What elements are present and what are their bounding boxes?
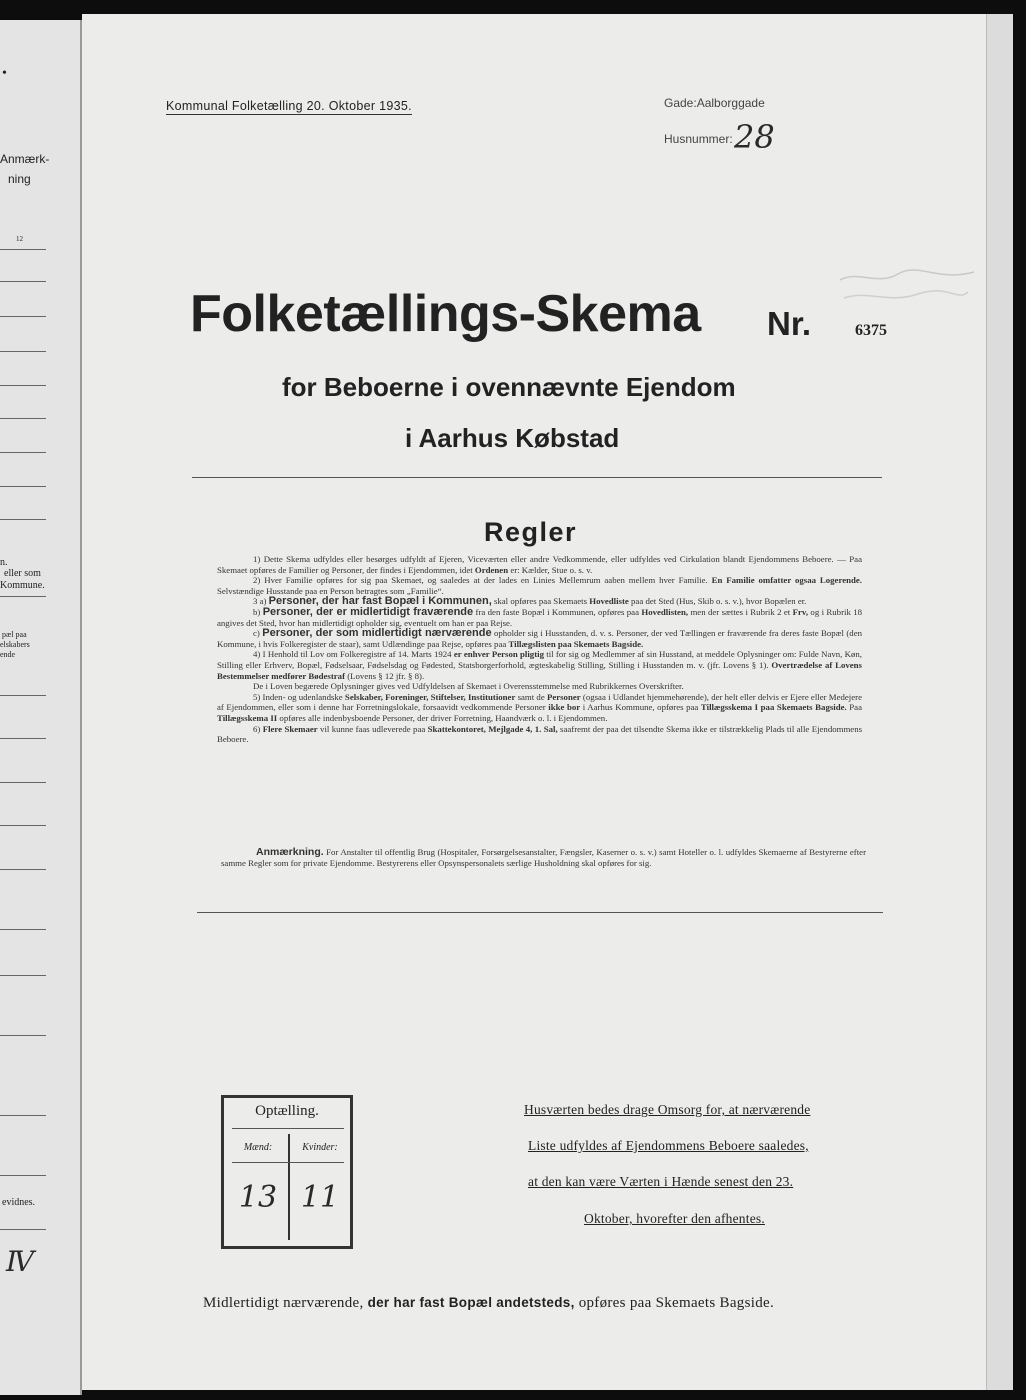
ruled-line [0, 738, 46, 739]
text-fragment: evidnes. [2, 1197, 36, 1208]
rules-heading: Regler [484, 517, 578, 547]
ruled-line [0, 351, 46, 352]
remark-paragraph [221, 847, 866, 868]
men-count: 13 [238, 1180, 278, 1215]
page-edge [986, 14, 1013, 1390]
rule-3a: 3 a) Personer, der har fast Bopæl i Kommunen, skal opføres paa Skemaets Hovedliste paa det Sted (Hus, Skib o. s. v.), hvor Bopælen er. [253, 595, 807, 608]
column-heading-fragment: Anmærk- [0, 152, 50, 166]
ruled-line [0, 316, 46, 317]
street-value: Aalborggade [696, 96, 765, 110]
ruled-line [0, 929, 46, 930]
count-title: Optælling. [255, 1103, 319, 1119]
ruled-line [0, 519, 46, 520]
rule-2: 2) Hver Familie opføres for sig paa Skemaet, og saaledes at der lades en Linies Mellemrum aaben mellem hver Familie. En Familie omfatter ogsaa Logerende. Selvstændige Husstande paa en Person betragtes som „Familie“. [217, 575, 862, 596]
women-label: Kvinder: [302, 1142, 338, 1153]
rule-1: 1) Dette Skema udfyldes eller besørges udfyldt af Ejeren, Viceværten eller andre Vedkommende, eller udfyldes ved Cirkulation blandt Ejendommens Beboere. — Paa Skemaet opføres de Familier og Personer, der findes i Ejendommen, idet Ordenen er: Kælder, Stue o. s. v. [217, 554, 862, 575]
street-field [664, 96, 765, 110]
form-subtitle: for Beboerne i ovennævnte Ejendom [282, 372, 736, 402]
remark-label: Anmærkning. [256, 846, 324, 858]
divider-bottom [197, 912, 883, 913]
ruled-line [0, 975, 46, 976]
text-fragment: eller som [4, 568, 41, 579]
previous-page-edge [0, 20, 82, 1395]
column-number: 12 [16, 235, 23, 243]
ruled-line [0, 385, 46, 386]
rule-4: 4) I Henhold til Lov om Folkeregistre af 14. Marts 1924 er enhver Person pligtig til for sig og Medlemmer af sin Husstand, at meddele Oplysninger om: Fulde Navn, Køn, Stilling eller Erhverv, Bopæl, Fødselsaar, Fødselsdag og Fødested, Statsborgerforhold, ægteskabelig Stilling, Stilling i Husstanden m. v. (jfr. Lovens § 1). Overtrædelse af Lovens Bestemmelser medfører Bødestraf (Lovens § 12 jfr. § 8). [217, 649, 863, 681]
host-notice-line-4: Oktober, hvorefter den afhentes. [584, 1211, 765, 1226]
form-number-label: Nr. [767, 305, 812, 342]
ruled-line [0, 249, 46, 250]
column-heading-fragment-2: ning [8, 172, 31, 186]
divider-top [192, 477, 882, 478]
ruled-line [0, 1115, 46, 1116]
rule-3b: b) Personer, der er midlertidigt fraværende fra den faste Bopæl i Kommunen, opføres paa Hovedlisten, men der sættes i Rubrik 2 et Frv, og i Rubrik 18 angives det Sted, hvor han midlertidigt opholder sig, eventuelt om han er paa Rejse. [217, 605, 863, 628]
ruled-line [0, 596, 46, 597]
ruled-line [0, 281, 46, 282]
footer-note: Midlertidigt nærværende, der har fast Bopæl andetsteds, opføres paa Skemaets Bagside. [203, 1295, 775, 1311]
host-notice-line-1: Husværten bedes drage Omsorg for, at nærværende [524, 1102, 811, 1117]
rules-text [217, 554, 862, 745]
ruled-line [0, 1035, 46, 1036]
count-divider-2 [232, 1162, 344, 1163]
form-title: Folketællings-Skema [190, 285, 701, 343]
ruled-line [0, 782, 46, 783]
house-number-field [664, 132, 733, 146]
ruled-line [0, 418, 46, 419]
count-divider [232, 1128, 344, 1129]
ruled-line [0, 1229, 46, 1230]
ruled-line [0, 452, 46, 453]
host-notice-line-3: at den kan være Værten i Hænde senest den 23. [528, 1174, 794, 1189]
house-number-value: 28 [734, 118, 775, 156]
text-fragment: Kommune. [0, 580, 45, 591]
ruled-line [0, 825, 46, 826]
rule-6: 6) Flere Skemaer vil kunne faas udleverede paa Skattekontoret, Mejlgade 4, 1. Sal, saafremt der paa det tilsendte Skema ikke er tilstrækkelig Plads til alle Ejendommens Beboere. [217, 723, 863, 745]
remark-text: For Anstalter til offentlig Brug (Hospitaler, Forsørgelsesanstalter, Fængsler, Kaserner o. s. v.) samt Hoteller o. l. udfyldes Skemaerne af Bestyrerne efter samme Regler som for private Ejendomme. Bestyrerens eller Opsynspersonalets særlige Husholdning skal opføres for sig. [221, 847, 866, 868]
women-count: 11 [300, 1180, 340, 1215]
rule-4b: De i Loven begærede Oplysninger gives ved Udfyldelsen af Skemaet i Overensstemmelse med Rubrikkernes Overskrifter. [253, 681, 684, 692]
text-fragment: n. [0, 557, 8, 568]
rule-5: 5) Inden- og udenlandske Selskaber, Foreninger, Stiftelser, Institutioner samt de Personer (ogsaa i Udlandet hjemmehørende), der helt eller delvis er Ejere eller Medejere af Ejendommen, eller som i denne har Forretningslokale, forsaavidt vedkommende Personer ikke bor i Aarhus Kommune, opføres paa Tillægsskema I paa Skemaets Bagside. Paa Tillægsskema II opføres alle indenbysboende Personer, der driver Forretning, Haandværk o. l. i Ejendommen. [217, 691, 862, 723]
dot-mark: • [2, 66, 7, 81]
text-fragment: pæl paa [2, 630, 27, 639]
street-label: Gade: [664, 96, 697, 110]
ruled-line [0, 695, 46, 696]
handwritten-mark: Ⅳ [6, 1245, 34, 1278]
men-label: Mænd: [243, 1142, 273, 1153]
form-subtitle-city: i Aarhus Købstad [405, 423, 620, 453]
form-number-value: 6375 [855, 322, 887, 339]
ruled-line [0, 869, 46, 870]
count-box [221, 1095, 353, 1249]
rule-3c: c) Personer, der som midlertidigt nærværende opholder sig i Husstanden, d. v. s. Personer, der ved Tællingen er fraværende fra deres faste Bopæl (den Kommune, i hvis Folkeregister de staar), samt Udlændinge paa Rejse, opføres paa Tillægslisten paa Skemaets Bagside. [217, 627, 863, 649]
text-fragment: elskabers [0, 640, 30, 649]
census-header-line: Kommunal Folketælling 20. Oktober 1935. [166, 99, 412, 113]
ruled-line [0, 1175, 46, 1176]
text-fragment: ende [0, 650, 16, 659]
house-number-label: Husnummer: [664, 132, 733, 146]
show-through-marks [838, 262, 978, 322]
host-notice-line-2: Liste udfyldes af Ejendommens Beboere saaledes, [528, 1138, 809, 1153]
ruled-line [0, 486, 46, 487]
